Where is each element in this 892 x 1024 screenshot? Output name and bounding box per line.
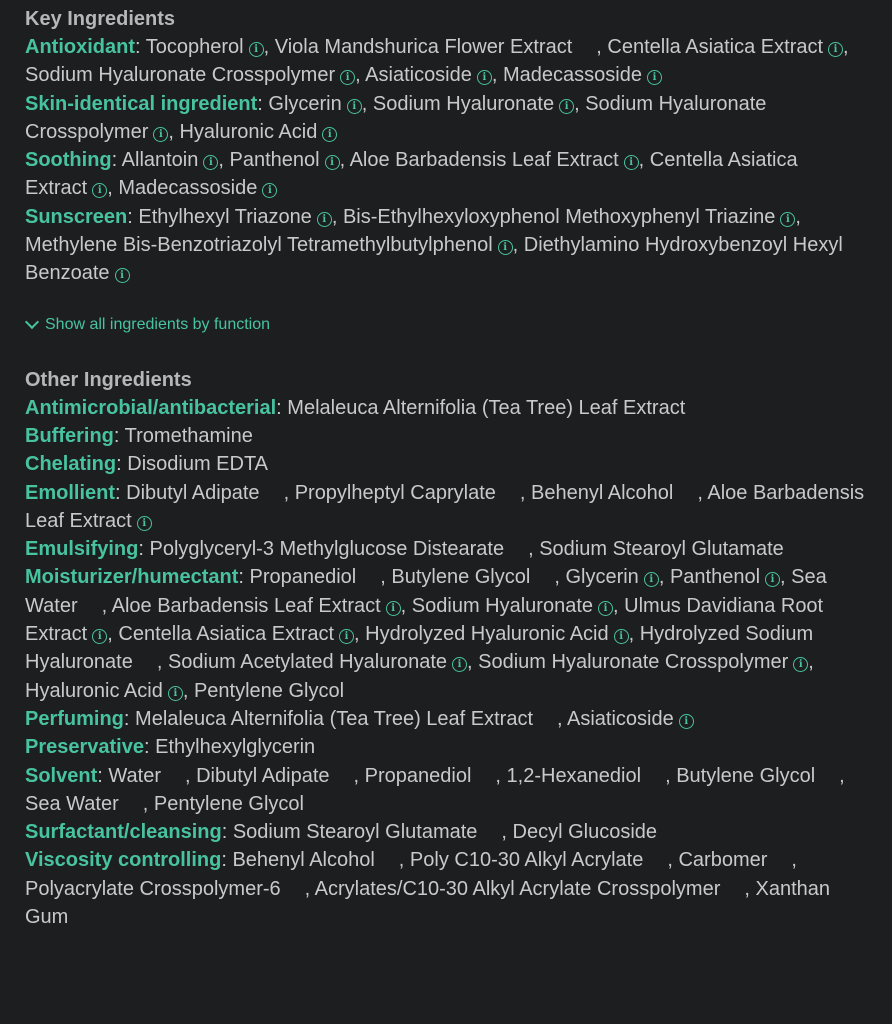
ingredient-link[interactable]: Propanediol [249, 566, 357, 589]
info-icon[interactable]: i [498, 240, 513, 255]
ingredient-link[interactable]: Allantoin [121, 149, 199, 172]
ingredient-link[interactable]: Centella Asiatica Extract [607, 36, 824, 58]
function-row: Preservative: Ethylhexylglycerin [25, 736, 316, 759]
ingredient-link[interactable]: Dibutyl Adipate [196, 764, 330, 787]
ingredient-link[interactable]: Pentylene Glycol [193, 679, 345, 702]
ingredient-link[interactable]: Madecassoside [503, 64, 642, 87]
ingredient-link[interactable]: Asiaticoside [365, 64, 472, 87]
function-label[interactable]: Viscosity controlling [25, 849, 222, 872]
ingredient-link[interactable]: Panthenol [229, 149, 320, 172]
ingredient-link[interactable]: Hyaluronic Acid [25, 679, 163, 702]
info-icon[interactable]: i [624, 155, 639, 170]
ingredient-link[interactable]: Sodium Hyaluronate Crosspolymer [25, 64, 336, 87]
function-row: Emulsifying: Polyglyceryl-3 Methylglucose Distearate , Sodium Stearoyl Glutamate [25, 538, 784, 561]
function-label[interactable]: Solvent [25, 764, 98, 787]
function-row: Viscosity controlling: Behenyl Alcohol , Poly C10-30 Alkyl Acrylate , Carbomer , Polyacrylate Crosspolymer-6 , Acrylates/C10-30 Alkyl Acrylate Crosspolymer , Xanthan Gum [25, 849, 830, 929]
function-row: Antimicrobial/antibacterial: Melaleuca Alternifolia (Tea Tree) Leaf Extract [25, 396, 686, 419]
function-label[interactable]: Preservative [25, 736, 144, 759]
function-row: Solvent: Water , Dibutyl Adipate , Propanediol , 1,2-Hexanediol , Butylene Glycol , Sea Water , Pentylene Glycol [25, 764, 845, 815]
ingredient-link[interactable]: Centella Asiatica Extract [118, 623, 335, 646]
info-icon[interactable]: i [452, 657, 467, 672]
info-icon[interactable]: i [325, 155, 340, 170]
info-icon[interactable]: i [92, 183, 107, 198]
ingredient-link[interactable]: Glycerin [268, 92, 342, 115]
info-icon[interactable]: i [347, 99, 362, 114]
info-icon[interactable]: i [828, 42, 843, 57]
ingredient-link[interactable]: Bis-Ethylhexyloxyphenol Methoxyphenyl Triazine [342, 205, 776, 228]
ingredient-link[interactable]: 1,2-Hexanediol [506, 764, 642, 787]
ingredient-link[interactable]: Sodium Hyaluronate [411, 594, 594, 617]
function-label[interactable]: Perfuming [25, 707, 124, 730]
ingredient-link[interactable]: Poly C10-30 Alkyl Acrylate [409, 849, 644, 872]
info-icon[interactable]: i [614, 629, 629, 644]
function-label[interactable]: Moisturizer/humectant [25, 566, 239, 589]
info-icon[interactable]: i [203, 155, 218, 170]
ingredient-link[interactable]: Propanediol [364, 764, 472, 787]
ingredient-link[interactable]: Sodium Acetylated Hyaluronate [167, 651, 448, 674]
ingredient-link[interactable]: Propylheptyl Caprylate [294, 481, 496, 504]
ingredient-link[interactable]: Butylene Glycol [676, 764, 816, 787]
ingredient-link[interactable]: Carbomer [678, 849, 768, 872]
function-label[interactable]: Antioxidant [25, 36, 135, 58]
ingredient-link[interactable]: Tocopherol [145, 36, 244, 58]
ingredient-link[interactable]: Sodium Stearoyl Glutamate [539, 538, 784, 561]
ingredient-link[interactable]: Decyl Glucoside [512, 821, 658, 844]
ingredient-link[interactable]: Aloe Barbadensis Leaf Extract [111, 594, 381, 617]
ingredient-link[interactable]: Behenyl Alcohol [232, 849, 375, 872]
function-row: Chelating: Disodium EDTA [25, 453, 269, 476]
ingredient-link[interactable]: Aloe Barbadensis Leaf Extract [25, 481, 865, 532]
other-ingredients-list [25, 394, 865, 932]
ingredient-link[interactable]: Hydrolyzed Hyaluronic Acid [365, 623, 609, 646]
ingredient-link[interactable]: Viola Mandshurica Flower Extract [274, 36, 573, 58]
ingredient-link[interactable]: Acrylates/C10-30 Alkyl Acrylate Crosspolymer [314, 877, 721, 900]
info-icon[interactable]: i [339, 629, 354, 644]
ingredient-link[interactable]: Melaleuca Alternifolia (Tea Tree) Leaf Extract [135, 707, 533, 730]
ingredient-link[interactable]: Water [108, 764, 161, 787]
ingredient-link[interactable]: Centella Asiatica Extract [25, 149, 798, 200]
function-label[interactable]: Skin-identical ingredient [25, 92, 258, 115]
ingredient-link[interactable]: Aloe Barbadensis Leaf Extract [349, 149, 619, 172]
info-icon[interactable]: i [477, 70, 492, 85]
ingredient-link[interactable]: Hydrolyzed Sodium Hyaluronate [25, 623, 814, 674]
ingredient-link[interactable]: Dibutyl Adipate [126, 481, 260, 504]
info-icon[interactable]: i [317, 212, 332, 227]
info-icon[interactable]: i [679, 714, 694, 729]
ingredient-link[interactable]: Disodium EDTA [127, 453, 269, 476]
info-icon[interactable]: i [153, 127, 168, 142]
show-all-label: Show all ingredients by function [45, 315, 271, 333]
function-row: Soothing: Allantoin i , Panthenol i , Aloe Barbadensis Leaf Extract i , Centella Asiatica Extract i , Madecassoside i [25, 149, 798, 200]
ingredient-link[interactable]: Sodium Stearoyl Glutamate [232, 821, 478, 844]
info-icon[interactable]: i [262, 183, 277, 198]
function-row: Emollient: Dibutyl Adipate , Propylheptyl Caprylate , Behenyl Alcohol , Aloe Barbadensis Leaf Extract i [25, 481, 865, 532]
ingredient-link[interactable]: Sodium Hyaluronate Crosspolymer [478, 651, 789, 674]
info-icon[interactable]: i [647, 70, 662, 85]
function-label[interactable]: Emulsifying [25, 538, 139, 561]
ingredient-link[interactable]: Pentylene Glycol [153, 792, 304, 815]
ingredient-link[interactable]: Diethylamino Hydroxybenzoyl Hexyl Benzoate [25, 234, 843, 285]
info-icon[interactable]: i [92, 629, 107, 644]
ingredient-link[interactable]: Panthenol [669, 566, 761, 589]
ingredient-link[interactable]: Ulmus Davidiana Root Extract [25, 594, 824, 646]
function-label[interactable]: Surfactant/cleansing [25, 821, 222, 844]
ingredient-link[interactable]: Asiaticoside [567, 707, 674, 730]
function-label[interactable]: Emollient [25, 481, 116, 504]
info-icon[interactable]: i [115, 268, 130, 283]
info-icon[interactable]: i [559, 99, 574, 114]
info-icon[interactable]: i [340, 70, 355, 85]
ingredient-link[interactable]: Ethylhexyl Triazone [138, 205, 312, 228]
function-row: Sunscreen: Ethylhexyl Triazone i , Bis-Ethylhexyloxyphenol Methoxyphenyl Triazine i , Methylene Bis-Benzotriazolyl Tetramethylbutylphenol i , Diethylamino Hydroxybenzoyl Hexyl Benzoate i [25, 205, 843, 285]
ingredient-link[interactable]: Sea Water [25, 566, 827, 617]
ingredient-link[interactable]: Polyglyceryl-3 Methylglucose Distearate [149, 538, 505, 561]
function-row: Buffering: Tromethamine [25, 424, 253, 447]
info-icon[interactable]: i [137, 516, 152, 531]
function-row: Moisturizer/humectant: Propanediol , Butylene Glycol , Glycerin i , Panthenol i , Sea Water , Aloe Barbadensis Leaf Extract i , Sodium Hyaluronate i , Ulmus Davidiana Root Extract i , Centella Asiatica Extract i , Hydrolyzed Hyaluronic Acid i , Hydrolyzed Sodium Hyaluronate , Sodium Acetylated Hyaluronate i , Sodium Hyaluronate Crosspolymer i , Hyaluronic Acid i , Pentylene Glycol [25, 566, 827, 702]
function-row: Antioxidant: Tocopherol i , Viola Mandshurica Flower Extract , Centella Asiatica Extract i , Sodium Hyaluronate Crosspolymer i , Asiaticoside i , Madecassoside i [25, 36, 849, 87]
ingredient-link[interactable]: Butylene Glycol [391, 566, 531, 589]
info-icon[interactable]: i [386, 601, 401, 616]
function-label[interactable]: Buffering [25, 424, 114, 447]
info-icon[interactable]: i [644, 572, 659, 587]
ingredient-link[interactable]: Methylene Bis-Benzotriazolyl Tetramethylbutylphenol [25, 234, 493, 257]
other-ingredients-title: Other Ingredients [25, 368, 192, 391]
ingredient-link[interactable]: Madecassoside [118, 177, 258, 200]
function-row: Skin-identical ingredient: Glycerin i , Sodium Hyaluronate i , Sodium Hyaluronate Crosspolymer i , Hyaluronic Acid i [25, 92, 767, 143]
ingredient-link[interactable]: Xanthan Gum [25, 877, 830, 929]
chevron-down-icon [25, 315, 39, 329]
ingredient-link[interactable]: Polyacrylate Crosspolymer-6 [25, 877, 281, 900]
function-row: Perfuming: Melaleuca Alternifolia (Tea Tree) Leaf Extract , Asiaticoside i [25, 705, 865, 733]
ingredient-link[interactable]: Behenyl Alcohol [531, 481, 674, 504]
ingredient-link[interactable]: Sodium Hyaluronate Crosspolymer [25, 92, 767, 143]
function-label[interactable]: Antimicrobial/antibacterial [25, 396, 277, 419]
ingredient-link[interactable]: Sea Water [25, 792, 119, 815]
function-label[interactable]: Soothing [25, 149, 112, 172]
key-ingredients-title: Key Ingredients [25, 8, 176, 30]
info-icon[interactable]: i [780, 212, 795, 227]
info-icon[interactable]: i [598, 601, 613, 616]
ingredient-link[interactable]: Glycerin [565, 566, 639, 589]
info-icon[interactable]: i [322, 127, 337, 142]
function-row: Surfactant/cleansing: Sodium Stearoyl Glutamate , Decyl Glucoside [25, 821, 658, 844]
info-icon[interactable]: i [793, 657, 808, 672]
ingredient-link[interactable]: Melaleuca Alternifolia (Tea Tree) Leaf Extract [287, 396, 686, 419]
ingredient-link[interactable]: Tromethamine [124, 424, 253, 447]
info-icon[interactable]: i [765, 572, 780, 587]
ingredient-link[interactable]: Ethylhexylglycerin [155, 736, 316, 759]
function-label[interactable]: Sunscreen [25, 205, 128, 228]
key-ingredients-list [25, 33, 865, 288]
info-icon[interactable]: i [168, 686, 183, 701]
show-all-toggle[interactable] [25, 316, 865, 334]
ingredient-link[interactable]: Sodium Hyaluronate [372, 92, 555, 115]
ingredient-link[interactable]: Hyaluronic Acid [179, 120, 318, 143]
function-label[interactable]: Chelating [25, 453, 117, 476]
info-icon[interactable]: i [249, 42, 264, 57]
